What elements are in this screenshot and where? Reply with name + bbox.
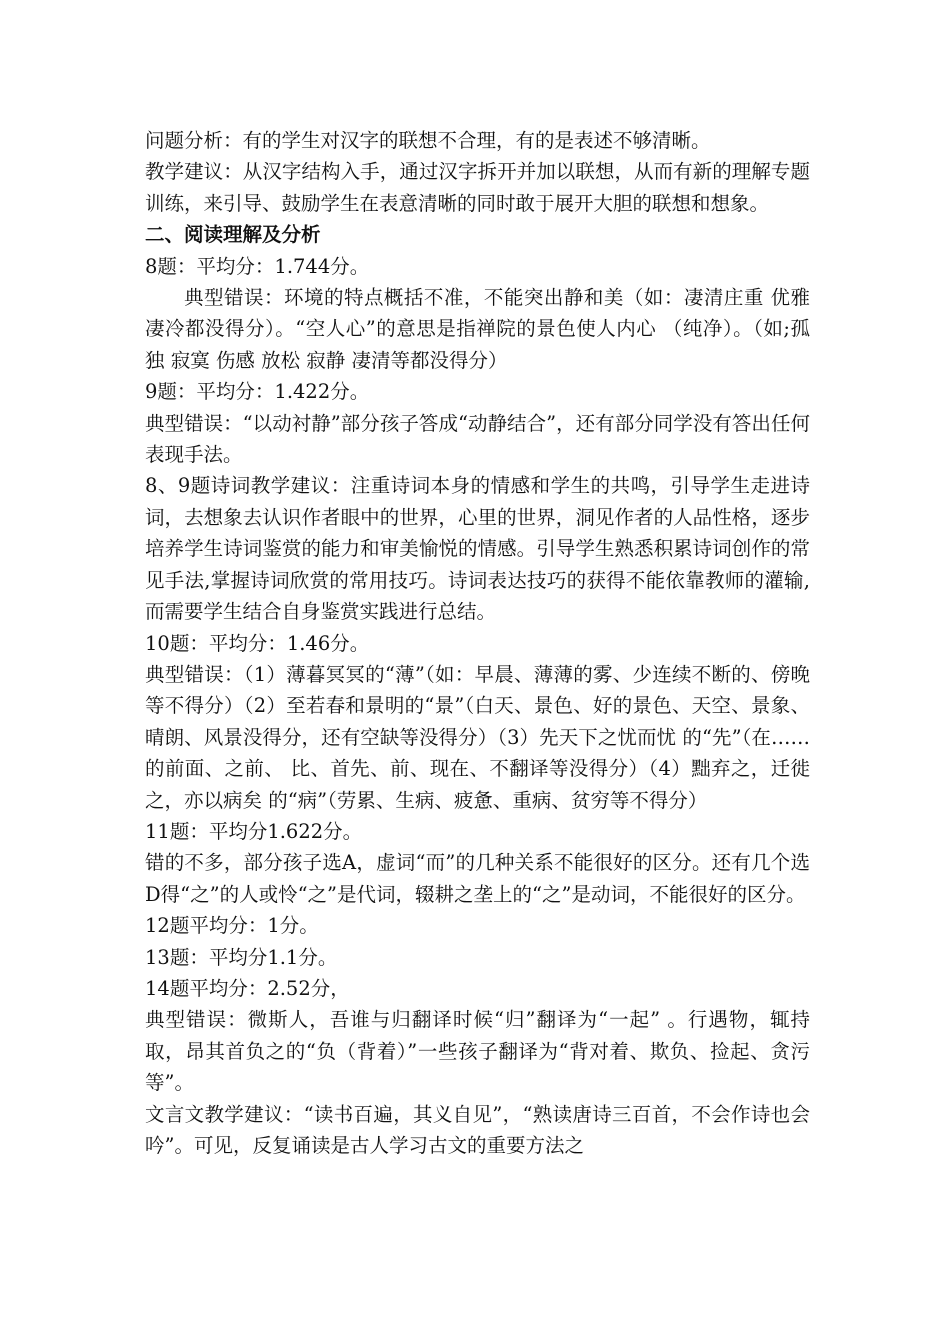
paragraph-q9-score: 9题：平均分：1.422分。 [145,380,370,404]
paragraph-problem-analysis: 问题分析：有的学生对汉字的联想不合理，有的是表述不够清晰。 [145,129,711,152]
paragraph-q14-score: 14题平均分：2.52分， [145,976,350,1000]
paragraph-classical-suggestion: 文言文教学建议：“读书百遍，其义自见”，“熟读唐诗三百首，不会作诗也会吟”。可见，反复诵读是古人学习古文的重要方法之 [145,1102,810,1157]
paragraph-q13-score: 13题：平均分1.1分。 [145,945,338,969]
section-heading: 二、阅读理解及分析 [145,223,321,247]
paragraph-q11-score: 11题：平均分1.622分。 [145,819,363,843]
paragraph-q14-errors: 典型错误：微斯人，吾谁与归翻译时候“归”翻译为“一起” 。行遇物，辄持取，昂其首负之的“负（背着）”一些孩子翻译为“背对着、欺负、捡起、贪污等”。 [145,1008,810,1095]
paragraph-q12-score: 12题平均分：1分。 [145,914,319,938]
paragraph-q11-errors: 错的不多，部分孩子选A，虚词“而”的几种关系不能很好的区分。还有几个选D得“之”的人或怜“之”是代词，辍耕之垄上的“之”是动词，不能很好的区分。 [145,851,810,906]
paragraph-q10-score: 10题：平均分：1.46分。 [145,631,370,655]
paragraph-q8-errors: 典型错误：环境的特点概括不准，不能突出静和美（如：凄清庄重 优雅 凄冷都没得分）。“空人心”的意思是指禅院的景色使人内心 （纯净）。（如;孤独 寂寞 伤感 放松 寂静 凄清等都没得分） [145,286,817,372]
paragraph-q10-errors: 典型错误：（1）薄暮冥冥的“薄”（如：早晨、薄薄的雾、少连续不断的、傍晚等不得分）（2）至若春和景明的“景”（白天、景色、好的景色、天空、景象、晴朗、风景没得分，还有空缺等没得分）（3）先天下之忧而忧 的“先”（在……的前面、之前、 比、首先、前、现在、不翻译等没得分）（4）黜弃之，迁徙之，亦以病矣 的“病”（劳累、生病、疲惫、重病、贫穷等不得分） [145,662,810,812]
paragraph-q9-errors: 典型错误：“以动衬静”部分孩子答成“动静结合”，还有部分同学没有答出任何表现手法。 [145,411,810,467]
paragraph-q8-score: 8题：平均分：1.744分。 [145,254,370,278]
document-page [145,125,817,1161]
paragraph-teaching-suggestion: 教学建议：从汉字结构入手，通过汉字拆开并加以联想，从而有新的理解专题训练，来引导、鼓励学生在表意清晰的同时敢于展开大胆的联想和想象。 [145,160,810,215]
paragraph-poetry-suggestion: 8、9题诗词教学建议：注重诗词本身的情感和学生的共鸣，引导学生走进诗词，去想象去认识作者眼中的世界，心里的世界，洞见作者的人品性格，逐步培养学生诗词鉴赏的能力和审美愉悦的情感。引导学生熟悉积累诗词创作的常见手法,掌握诗词欣赏的常用技巧。诗词表达技巧的获得不能依靠教师的灌输,而需要学生结合自身鉴赏实践进行总结。 [145,474,810,624]
